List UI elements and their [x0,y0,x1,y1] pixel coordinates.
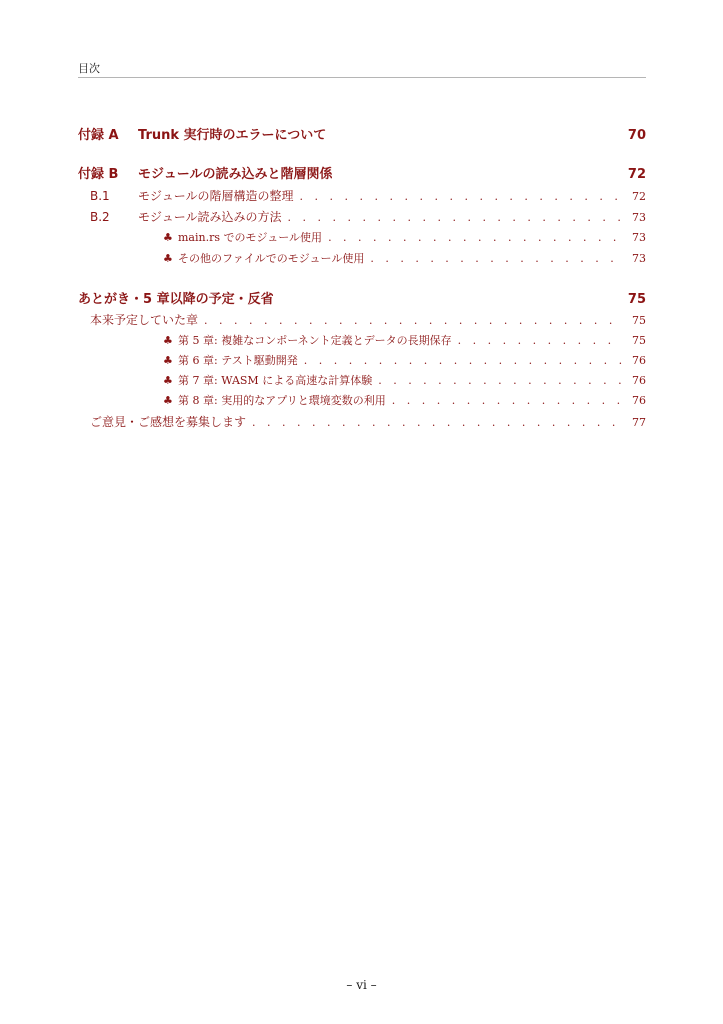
dot-leader [252,416,622,429]
toc-subsection-main-rs[interactable] [78,229,646,247]
toc-title: 第 8 章: 実用的なアプリと環境変数の利用 [178,394,386,407]
toc-label: B.1 [90,189,110,203]
club-icon: ♣ [163,231,173,244]
toc-chapter-appendix-a[interactable] [78,124,646,142]
toc-section-planned-chapters[interactable] [78,311,646,329]
dot-leader [458,334,622,347]
toc-subsection-chapter-7[interactable] [78,372,646,390]
dot-leader [304,354,622,367]
toc-title: モジュール読み込みの方法 [138,210,282,224]
toc-label: 付録 A [78,128,119,142]
header-rule [78,77,646,78]
club-icon: ♣ [163,394,173,407]
toc-title: main.rs でのモジュール使用 [178,231,323,244]
toc-page-number: 76 [632,374,646,387]
toc-title: モジュールの読み込みと階層関係 [138,167,333,181]
toc-title: あとがき・5 章以降の予定・反省 [78,292,274,306]
toc-page-number: 77 [632,416,646,429]
running-head: 目次 [78,62,100,75]
dot-leader [328,231,622,244]
toc-page-number: 72 [632,190,646,203]
toc-page-number: 73 [632,231,646,244]
toc-title: その他のファイルでのモジュール使用 [178,252,365,265]
toc-title: 第 7 章: WASM による高速な計算体験 [178,374,373,387]
club-icon: ♣ [163,354,173,367]
dot-leader [392,394,622,407]
toc-section-feedback[interactable] [78,413,646,431]
toc-title: Trunk 実行時のエラーについて [138,128,327,142]
toc-subsection-chapter-6[interactable] [78,352,646,370]
toc-label: B.2 [90,210,110,224]
toc-title: ご意見・ご感想を募集します [90,415,247,429]
toc-label: 付録 B [78,167,119,181]
toc-page-number: 73 [632,211,646,224]
toc-title: 第 5 章: 複雑なコンポーネント定義とデータの長期保存 [178,334,452,347]
club-icon: ♣ [163,374,173,387]
dot-leader [204,314,622,327]
toc-page-number: 70 [627,128,646,142]
dot-leader [378,374,622,387]
toc-chapter-afterword[interactable] [78,288,646,306]
toc-title: 第 6 章: テスト駆動開発 [178,354,298,367]
club-icon: ♣ [163,334,173,347]
club-icon: ♣ [163,252,173,265]
toc-page-number: 76 [632,394,646,407]
toc-page-number: 75 [627,292,646,306]
page-number-footer: – vi – [346,978,377,992]
toc-section-b2[interactable] [78,208,646,226]
dot-leader [370,252,622,265]
toc-section-b1[interactable] [78,187,646,205]
toc-page-number: 73 [632,252,646,265]
dot-leader [300,190,622,203]
toc-subsection-chapter-5[interactable] [78,332,646,350]
dot-leader [288,211,622,224]
toc-title: モジュールの階層構造の整理 [138,189,294,203]
toc-page-number: 72 [627,167,646,181]
toc-page-number: 75 [632,334,646,347]
toc-page-number: 75 [632,314,646,327]
toc-title: 本来予定していた章 [90,313,199,327]
toc-page-number: 76 [632,354,646,367]
toc-subsection-other-files[interactable] [78,250,646,268]
toc-subsection-chapter-8[interactable] [78,392,646,410]
toc-chapter-appendix-b[interactable] [78,163,646,181]
